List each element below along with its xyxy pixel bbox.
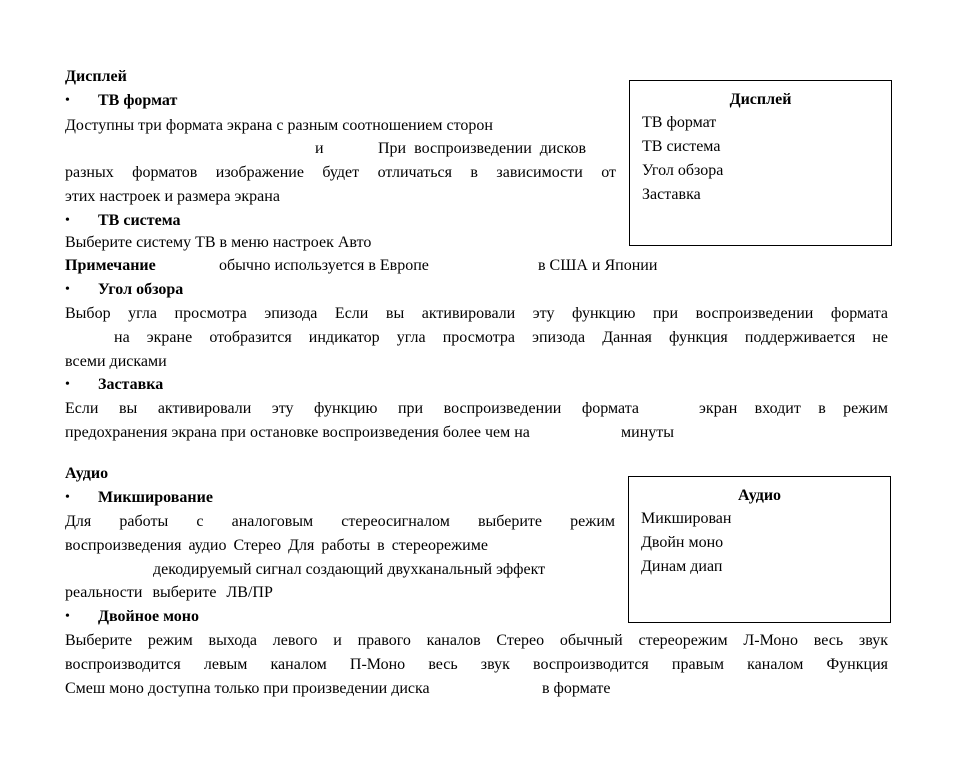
- display-menu-item-tv-format: ТВ формат: [642, 114, 717, 131]
- bullet-icon: •: [65, 609, 70, 624]
- tv-system-line-1: Выберите систему ТВ в меню настроек Авто: [65, 234, 372, 251]
- display-menu-box: [629, 80, 892, 246]
- bullet-icon: •: [65, 213, 70, 228]
- bullet-icon: •: [65, 93, 70, 108]
- audio-menu-item-mixing: Микширован: [641, 510, 732, 527]
- section-heading-audio: Аудио: [65, 465, 109, 482]
- angle-line-1: Выбор угла просмотра эпизода Если вы активировали эту функцию при воспроизведении формата: [65, 305, 888, 322]
- screensaver-line-2a: предохранения экрана при остановке воспроизведения более чем на: [65, 424, 530, 441]
- display-menu-item-tv-system: ТВ система: [642, 138, 721, 155]
- note-label: Примечание: [65, 257, 156, 274]
- display-menu-item-angle: Угол обзора: [642, 162, 724, 179]
- mixing-line-3: декодируемый сигнал создающий двухканальный эффект: [153, 561, 546, 578]
- display-menu-item-screensaver: Заставка: [642, 186, 701, 203]
- screensaver-line-1b: экран входит в режим: [699, 400, 888, 417]
- dual-mono-line-1: Выберите режим выхода левого и правого каналов Стерео обычный стереорежим Л-Моно весь звук: [65, 632, 888, 649]
- bullet-icon: •: [65, 377, 70, 392]
- subheading-dual-mono: Двойное моно: [98, 608, 199, 625]
- tv-format-line-2b: При воспроизведении дисков: [378, 140, 587, 157]
- note-text-a: обычно используется в Европе: [219, 257, 429, 274]
- dual-mono-line-2: воспроизводится левым каналом П-Моно весь звук воспроизводится правым каналом Функция: [65, 656, 888, 673]
- tv-format-line-1: Доступны три формата экрана с разным соотношением сторон: [65, 117, 493, 134]
- subheading-tv-system: ТВ система: [98, 212, 181, 229]
- mixing-line-4: реальности выберите ЛВ/ПР: [65, 584, 273, 601]
- screensaver-line-1a: Если вы активировали эту функцию при воспроизведении формата: [65, 400, 639, 417]
- bullet-icon: •: [65, 282, 70, 297]
- subheading-mixing: Микширование: [98, 489, 213, 506]
- angle-line-3: всеми дисками: [65, 353, 167, 370]
- dual-mono-line-3b: в формате: [542, 680, 611, 697]
- dual-mono-line-3a: Смеш моно доступна только при произведении диска: [65, 680, 430, 697]
- tv-format-line-2a: и: [315, 140, 324, 157]
- section-heading-display: Дисплей: [65, 68, 127, 85]
- audio-menu-item-dynamic-range: Динам диап: [641, 558, 723, 575]
- screensaver-line-2b: минуты: [621, 424, 674, 441]
- mixing-line-1: Для работы с аналоговым стереосигналом выберите режим: [65, 513, 615, 530]
- tv-format-line-3: разных форматов изображение будет отличаться в зависимости от: [65, 164, 616, 181]
- audio-menu-title: Аудио: [737, 487, 782, 504]
- tv-format-line-4: этих настроек и размера экрана: [65, 188, 280, 205]
- note-text-b: в США и Японии: [538, 257, 658, 274]
- mixing-line-2: воспроизведения аудио Стерео Для работы в стереорежиме: [65, 537, 488, 554]
- subheading-tv-format: ТВ формат: [98, 92, 178, 109]
- audio-menu-box: [628, 476, 891, 623]
- bullet-icon: •: [65, 490, 70, 505]
- display-menu-title: Дисплей: [729, 91, 792, 108]
- audio-menu-item-dual-mono: Двойн моно: [641, 534, 724, 551]
- angle-line-2: на экране отобразится индикатор угла просмотра эпизода Данная функция поддерживается не: [114, 329, 888, 346]
- subheading-screensaver: Заставка: [98, 376, 164, 393]
- subheading-angle: Угол обзора: [98, 281, 184, 298]
